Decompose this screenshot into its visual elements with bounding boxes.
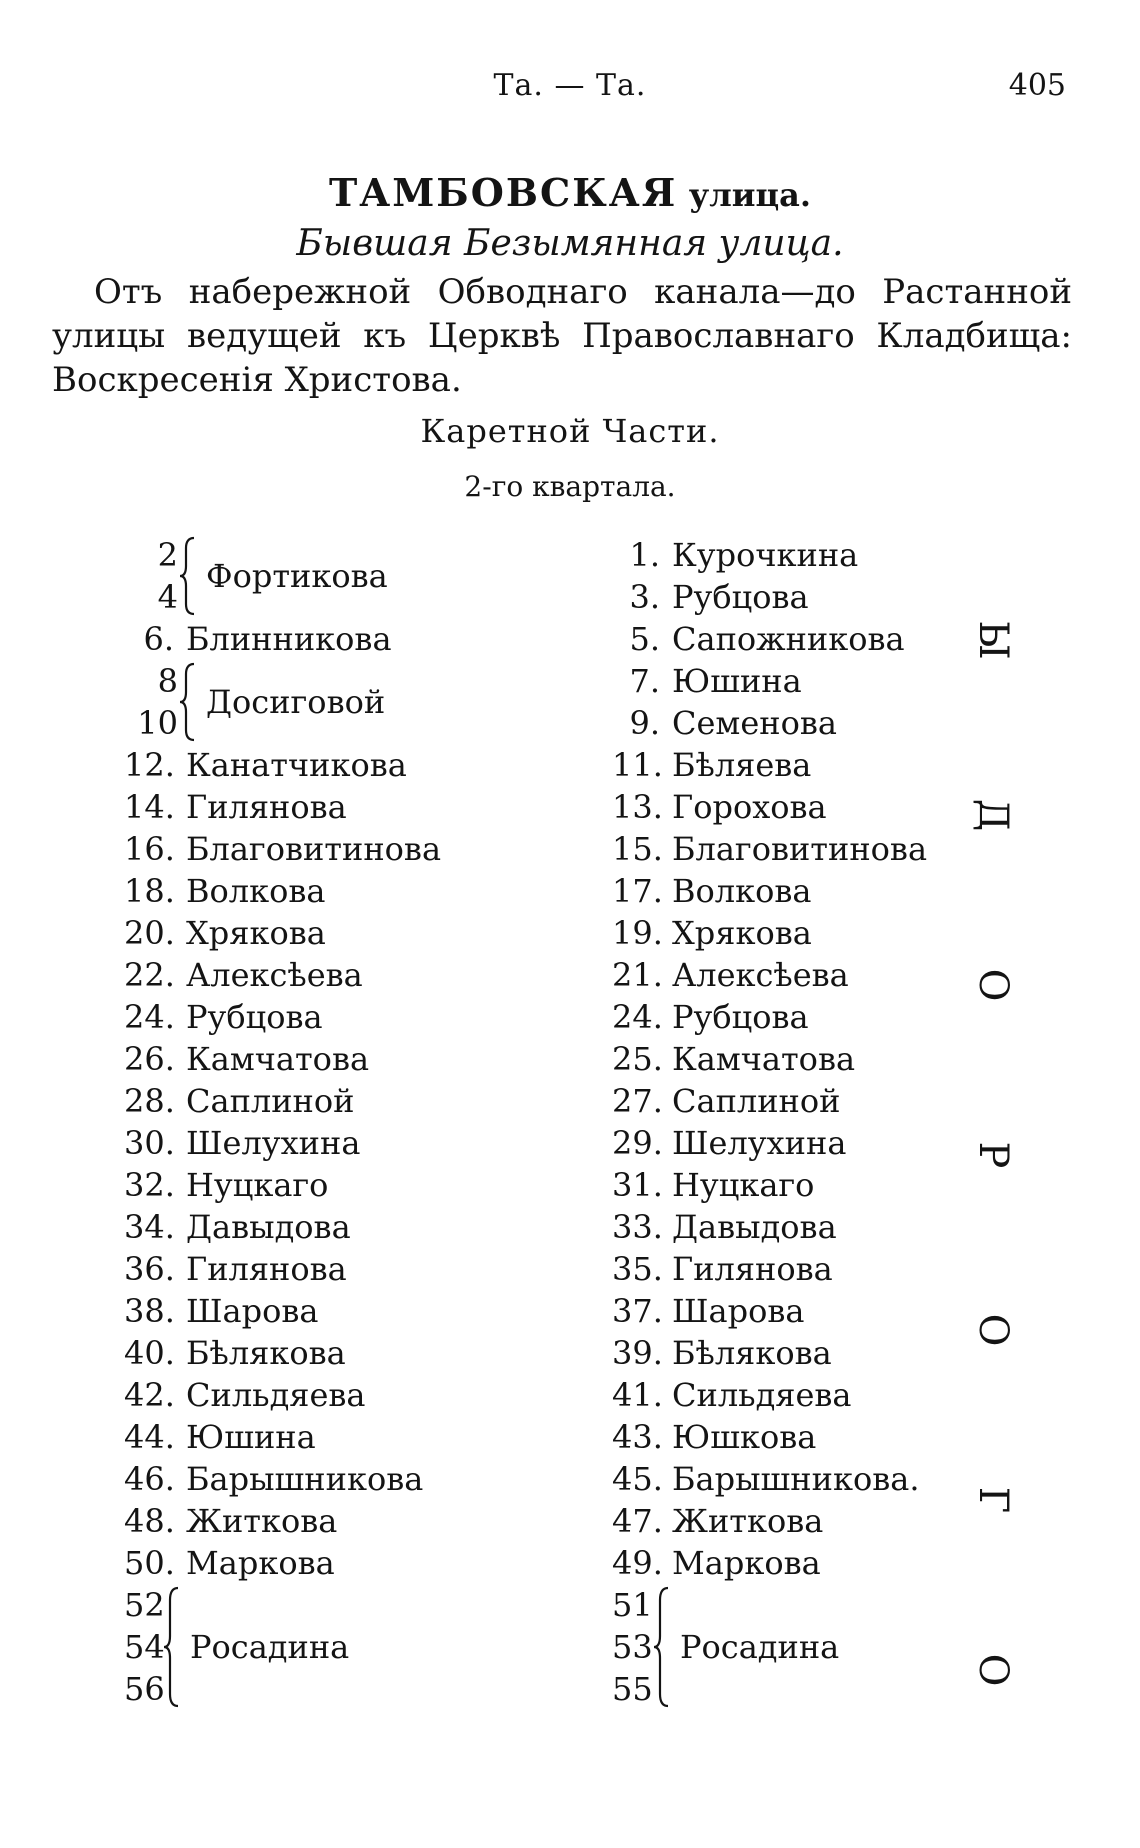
house-number: 32. (124, 1166, 175, 1204)
house-number: 20. (124, 914, 175, 952)
house-number: 33. (612, 1208, 663, 1246)
owner-name: Гилянова (672, 1250, 833, 1288)
side-letter: О (970, 1653, 1016, 1687)
list-item (612, 1416, 816, 1458)
owner-name: Барышникова (186, 1460, 424, 1498)
house-number: 49. (612, 1544, 663, 1582)
house-number: 22. (124, 956, 175, 994)
house-number: 19. (612, 914, 663, 952)
house-number: 30. (124, 1124, 175, 1162)
list-item (124, 1416, 316, 1458)
owner-name: Юшкова (672, 1418, 817, 1456)
house-number: 40. (124, 1334, 175, 1372)
right-brace-group (612, 1584, 1012, 1710)
owner-name: Бѣляева (672, 746, 812, 784)
former-name: Бывшая Безымянная улица. (296, 223, 844, 264)
house-number: 31. (612, 1166, 663, 1204)
list-item (124, 1038, 369, 1080)
owner-name: Хрякова (186, 914, 326, 952)
house-number: 25. (612, 1040, 663, 1078)
list-item (612, 618, 905, 660)
list-item (612, 1374, 851, 1416)
house-number: 4 (157, 578, 178, 616)
list-item (124, 1332, 346, 1374)
owner-name: Маркова (672, 1544, 821, 1582)
title-block (0, 170, 1140, 264)
list-item (612, 870, 811, 912)
owner-name: Блинникова (186, 620, 392, 658)
owner-name: Давыдова (672, 1208, 837, 1246)
list-item (124, 1080, 354, 1122)
list-item (612, 1122, 846, 1164)
list-item (124, 744, 407, 786)
house-number: 51 (612, 1586, 653, 1624)
list-item (612, 1542, 821, 1584)
owner-name: Бѣлякова (672, 1334, 832, 1372)
owner-name: Алексѣева (186, 956, 363, 994)
owner-name: Сильдяева (672, 1376, 852, 1414)
list-item (612, 1248, 833, 1290)
house-number: 43. (612, 1418, 663, 1456)
list-item (612, 996, 809, 1038)
owner-name: Камчатова (186, 1040, 370, 1078)
list-item (124, 996, 323, 1038)
owner-name: Житкова (186, 1502, 338, 1540)
house-number: 37. (612, 1292, 663, 1330)
street-description: Отъ набережной Обводнаго канала—до Растанной улицы ведущей къ Церквѣ Православнаго Кладбища: Воскресенія Христова. (52, 272, 1072, 400)
owner-name: Горохова (672, 788, 827, 826)
house-number: 54 (124, 1628, 165, 1666)
house-number: 52 (124, 1586, 165, 1624)
house-number: 8 (157, 662, 178, 700)
owner-name: Росадина (190, 1628, 350, 1666)
owner-name: Гилянова (186, 1250, 347, 1288)
brace-numbers (612, 1584, 652, 1710)
list-item (124, 912, 326, 954)
house-number: 1. (629, 536, 660, 574)
list-item (124, 1458, 423, 1500)
side-letter: Г (970, 1486, 1016, 1514)
owner-name: Шарова (186, 1292, 319, 1330)
owner-name: Благовитинова (186, 830, 442, 868)
list-item (124, 1164, 328, 1206)
street-type: улица. (688, 176, 811, 214)
owner-name: Саплиной (672, 1082, 841, 1120)
list-item (124, 618, 392, 660)
list-item (612, 1206, 837, 1248)
side-letter: Д (970, 798, 1016, 832)
house-number: 2 (157, 536, 178, 574)
owner-name: Камчатова (672, 1040, 856, 1078)
brace-numbers (124, 1584, 165, 1710)
house-number: 34. (124, 1208, 175, 1246)
owner-name: Семенова (672, 704, 837, 742)
house-number: 11. (612, 746, 663, 784)
owner-name: Маркова (186, 1544, 335, 1582)
list-item (612, 1080, 840, 1122)
house-number: 24. (612, 998, 663, 1036)
owner-name: Рубцова (672, 998, 809, 1036)
house-number: 48. (124, 1502, 175, 1540)
house-number: 45. (612, 1460, 663, 1498)
owner-name: Барышникова. (672, 1460, 920, 1498)
curly-brace (180, 534, 198, 618)
house-number: 42. (124, 1376, 175, 1414)
list-item (612, 534, 858, 576)
house-number: 10 (137, 704, 178, 742)
owner-name: Благовитинова (672, 830, 928, 868)
list-item (612, 1290, 804, 1332)
page-number: 405 (1008, 68, 1066, 103)
house-number: 55 (612, 1670, 653, 1708)
list-item (124, 1542, 335, 1584)
curly-brace (164, 1584, 182, 1710)
list-item (124, 1122, 360, 1164)
owner-name: Нуцкаго (672, 1166, 815, 1204)
house-number: 14. (124, 788, 175, 826)
owner-name: Шарова (672, 1292, 805, 1330)
curly-brace (654, 1584, 672, 1710)
house-number: 5. (629, 620, 660, 658)
list-item (612, 828, 927, 870)
quarter-heading: 2-го квартала. (464, 470, 676, 503)
house-number: 46. (124, 1460, 175, 1498)
owner-name: Курочкина (672, 536, 859, 574)
owner-name: Рубцова (186, 998, 323, 1036)
owner-name: Волкова (672, 872, 812, 910)
owner-name: Сильдяева (186, 1376, 366, 1414)
list-item (612, 954, 849, 996)
side-letter: О (970, 1313, 1016, 1347)
side-letter: Р (970, 1141, 1016, 1169)
house-number: 24. (124, 998, 175, 1036)
house-number: 41. (612, 1376, 663, 1414)
list-item (612, 1332, 832, 1374)
owner-name: Юшина (186, 1418, 316, 1456)
house-number: 16. (124, 830, 175, 868)
house-number: 15. (612, 830, 663, 868)
list-item (124, 1290, 318, 1332)
left-brace-group (124, 660, 524, 744)
list-item (124, 786, 347, 828)
list-item (124, 870, 325, 912)
owner-name: Хрякова (672, 914, 812, 952)
owner-name: Фортикова (206, 557, 388, 595)
list-item (612, 1500, 823, 1542)
list-item (612, 1164, 814, 1206)
house-number: 39. (612, 1334, 663, 1372)
owner-name: Волкова (186, 872, 326, 910)
owner-name: Саплиной (186, 1082, 355, 1120)
side-letter: Ы (970, 620, 1016, 660)
house-number: 35. (612, 1250, 663, 1288)
list-item (612, 744, 811, 786)
owner-name: Досиговой (206, 683, 386, 721)
list-item (612, 660, 802, 702)
running-head: Та. — Та. (493, 68, 647, 103)
list-item (612, 786, 827, 828)
side-letter: О (970, 968, 1016, 1002)
house-number: 28. (124, 1082, 175, 1120)
house-number: 26. (124, 1040, 175, 1078)
owner-name: Житкова (672, 1502, 824, 1540)
brace-numbers (124, 660, 178, 744)
list-item (124, 1500, 337, 1542)
house-number: 9. (629, 704, 660, 742)
street-title (0, 170, 1140, 215)
list-item (612, 912, 812, 954)
house-number: 50. (124, 1544, 175, 1582)
owner-name: Рубцова (672, 578, 809, 616)
owner-name: Шелухина (672, 1124, 847, 1162)
left-brace-group (124, 1584, 524, 1710)
house-number: 21. (612, 956, 663, 994)
house-number: 12. (124, 746, 175, 784)
owner-name: Юшина (672, 662, 802, 700)
house-number: 38. (124, 1292, 175, 1330)
house-number: 36. (124, 1250, 175, 1288)
curly-brace (180, 660, 198, 744)
left-brace-group (140, 534, 540, 618)
list-item (124, 1206, 351, 1248)
house-number: 44. (124, 1418, 175, 1456)
list-item (124, 1374, 365, 1416)
owner-name: Сапожникова (672, 620, 905, 658)
house-number: 53 (612, 1628, 653, 1666)
list-item (124, 828, 441, 870)
owner-name: Гилянова (186, 788, 347, 826)
owner-name: Росадина (680, 1628, 840, 1666)
owner-name: Алексѣева (672, 956, 849, 994)
house-number: 17. (612, 872, 663, 910)
owner-name: Давыдова (186, 1208, 351, 1246)
house-number: 56 (124, 1670, 165, 1708)
list-item (612, 1038, 855, 1080)
owner-name: Бѣлякова (186, 1334, 346, 1372)
street-name: ТАМБОВСКАЯ (328, 170, 678, 215)
list-item (612, 1458, 919, 1500)
house-number: 6. (143, 620, 174, 658)
house-number: 18. (124, 872, 175, 910)
house-number: 3. (629, 578, 660, 616)
house-number: 7. (629, 662, 660, 700)
house-number: 47. (612, 1502, 663, 1540)
list-item (124, 1248, 347, 1290)
brace-numbers (140, 534, 178, 618)
list-item (124, 954, 363, 996)
owner-name: Нуцкаго (186, 1166, 329, 1204)
owner-name: Канатчикова (186, 746, 407, 784)
house-number: 13. (612, 788, 663, 826)
list-item (612, 702, 837, 744)
house-number: 29. (612, 1124, 663, 1162)
list-item (612, 576, 809, 618)
district-heading: Каретной Части. (420, 412, 720, 450)
house-number: 27. (612, 1082, 663, 1120)
owner-name: Шелухина (186, 1124, 361, 1162)
